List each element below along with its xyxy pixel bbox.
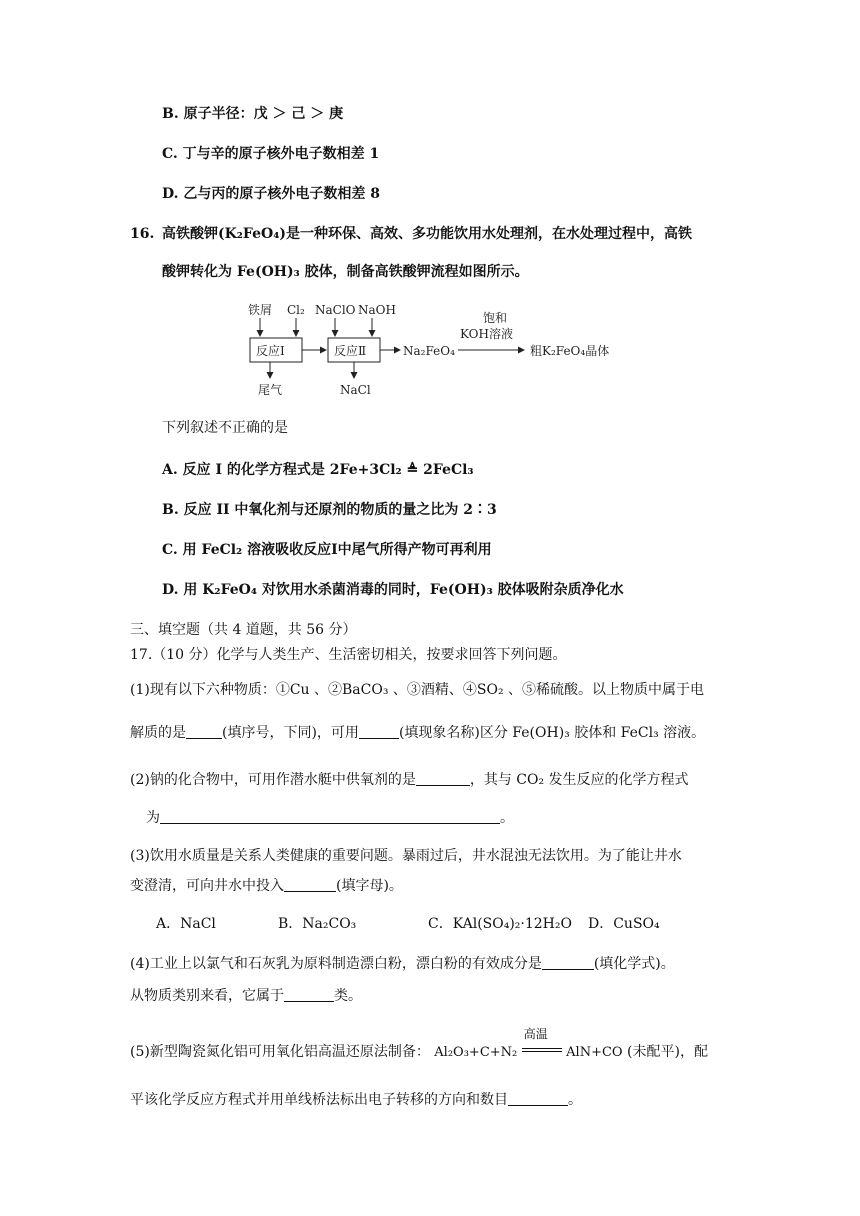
q17-part3-line2: [130, 876, 403, 896]
q17-answer-blank-3[interactable]: [416, 771, 470, 786]
q17-part5-text-a: (5)新型陶瓷氮化铝可用氧化铝高温还原法制备：: [130, 1044, 430, 1060]
q17-part1-text-b: (填序号，下同)，可用: [222, 725, 359, 741]
flow-input-iron-filings: 铁屑: [248, 303, 273, 317]
q17-part3-text-a: 变澄清，可向井水中投入: [130, 878, 284, 894]
flow-condition-saturated: 饱和: [483, 311, 508, 325]
q17-part2-text-d: 。: [500, 810, 514, 826]
q17-part4-text-c: 从物质类别来看，它属于: [130, 988, 284, 1004]
q17-answer-blank-7[interactable]: [284, 987, 334, 1002]
flow-output-nacl: NaCl: [340, 383, 371, 397]
q17-part2-line2: [146, 808, 514, 828]
flow-box1-label: 反应Ⅰ: [256, 344, 285, 358]
q16-option-c: C. 用 FeCl₂ 溶液吸收反应Ⅰ中尾气所得产物可再利用: [162, 542, 492, 558]
q17-choice-a: A．NaCl: [156, 916, 216, 932]
q17-equation-right: AlN+CO: [566, 1045, 623, 1060]
q16-option-a: A. 反应 I 的化学方程式是 2Fe+3Cl₂ ≜ 2FeCl₃: [162, 462, 474, 478]
q16-number: 16.: [130, 226, 155, 242]
q17-equation-condition: 高温: [523, 1027, 548, 1041]
q17-equation-arrow: [522, 1027, 562, 1060]
q17-part3-line1: (3)饮用水质量是关系人类健康的重要问题。暴雨过后，井水混浊无法饮用。为了能让井水: [130, 848, 682, 864]
q16-flow-diagram: [240, 298, 640, 400]
q17-stem: 17.（10 分）化学与人类生产、生活密切相关，按要求回答下列问题。: [130, 647, 567, 663]
q17-answer-blank-5[interactable]: [284, 877, 336, 892]
q17-part5-text-c: 平该化学反应方程式并用单线桥法标出电子转移的方向和数目: [130, 1092, 508, 1108]
q17-part3-text-b: (填字母)。: [336, 878, 403, 894]
flow-intermediate: Na₂FeO₄: [403, 344, 455, 358]
q17-part1-text-a: 解质的是: [130, 725, 186, 741]
q15-option-d: D. 乙与丙的原子核外电子数相差 8: [162, 186, 381, 202]
flow-box2-label: 反应Ⅱ: [334, 344, 367, 358]
flow-product: 粗K₂FeO₄晶体: [530, 344, 610, 358]
q16-option-b: B. 反应 II 中氧化剂与还原剂的物质的量之比为 2∶3: [162, 502, 497, 518]
q17-part2-text-a: (2)钠的化合物中，可用作潜水艇中供氧剂的是: [130, 772, 416, 788]
flow-output-tail-gas: 尾气: [258, 383, 283, 397]
q17-part2-text-c: 为: [146, 810, 160, 826]
q17-part1-line1: (1)现有以下六种物质：①Cu 、②BaCO₃ 、③酒精、④SO₂ 、⑤稀硫酸。以上物质中属于电: [130, 682, 705, 698]
q17-answer-blank-1[interactable]: [186, 724, 222, 739]
q17-answer-blank-2[interactable]: [359, 724, 399, 739]
q17-part5-text-b: (未配平)，配: [627, 1044, 708, 1060]
q17-answer-blank-6[interactable]: [542, 955, 594, 970]
q17-part4-line1: [130, 954, 675, 974]
q17-part4-line2: [130, 986, 362, 1006]
flow-input-naclo: NaClO: [315, 303, 356, 317]
q17-part2-text-b: ，其与 CO₂ 发生反应的化学方程式: [469, 772, 689, 788]
q17-part2-line1: [130, 770, 689, 790]
q17-part5-line1: [130, 1027, 708, 1063]
q17-choice-b: B．Na₂CO₃: [278, 916, 357, 932]
q15-option-b: B. 原子半径：戊 ＞ 己 ＞ 庚: [162, 106, 344, 122]
q17-choice-c: C．KAl(SO₄)₂·12H₂O: [428, 916, 572, 932]
q17-part4-text-a: (4)工业上以氯气和石灰乳为原料制造漂白粉，漂白粉的有效成分是: [130, 956, 542, 972]
q16-option-d: D. 用 K₂FeO₄ 对饮用水杀菌消毒的同时，Fe(OH)₃ 胶体吸附杂质净化水: [162, 582, 624, 598]
q17-part4-text-b: (填化学式)。: [593, 956, 675, 972]
q16-stem-line1: 高铁酸钾(K₂FeO₄)是一种环保、高效、多功能饮用水处理剂，在水处理过程中，高铁: [162, 226, 692, 242]
q17-answer-blank-4[interactable]: [160, 809, 500, 824]
q17-answer-blank-8[interactable]: [508, 1091, 568, 1106]
flow-input-cl2: Cl₂: [287, 303, 305, 317]
q16-ask: 下列叙述不正确的是: [162, 420, 288, 436]
q15-option-c: C. 丁与辛的原子核外电子数相差 1: [162, 146, 380, 162]
q16-stem-line2: 酸钾转化为 Fe(OH)₃ 胶体，制备高铁酸钾流程如图所示。: [162, 264, 529, 280]
q17-choice-d: D．CuSO₄: [588, 916, 660, 932]
q17-part1-line2: [130, 723, 705, 743]
q17-part4-text-d: 类。: [334, 988, 362, 1004]
q17-equation-left: Al₂O₃+C+N₂: [434, 1045, 518, 1060]
flow-input-naoh: NaOH: [358, 303, 396, 317]
section-heading: 三、填空题（共 4 道题，共 56 分）: [130, 622, 357, 638]
q17-part1-text-c: (填现象名称)区分 Fe(OH)₃ 胶体和 FeCl₃ 溶液。: [398, 725, 706, 741]
q17-part5-text-d: 。: [568, 1092, 582, 1108]
q17-part5-line2: [130, 1090, 582, 1110]
flow-condition-koh: KOH溶液: [460, 327, 513, 341]
